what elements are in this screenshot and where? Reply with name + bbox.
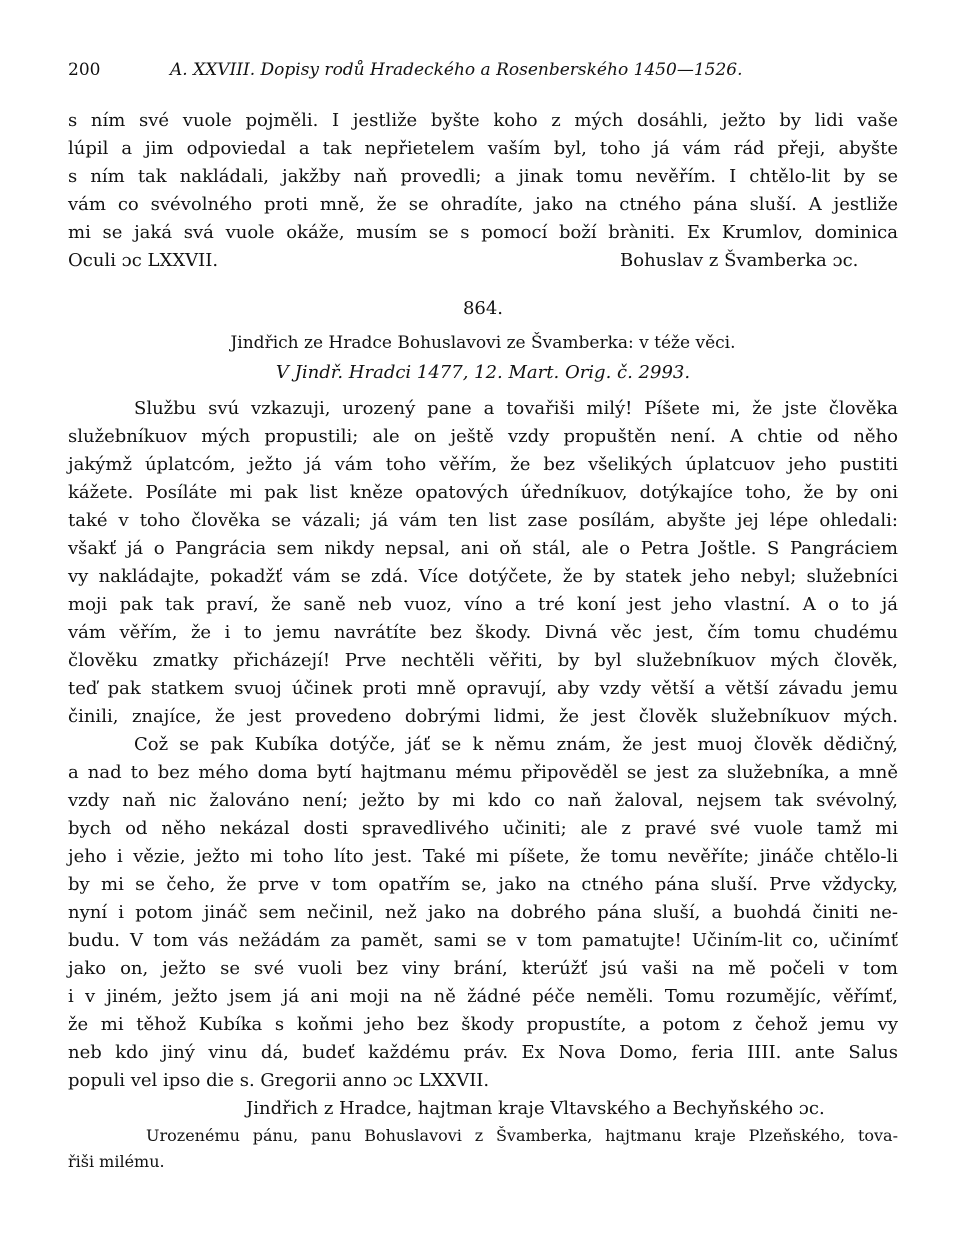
letter-line: Což se pak Kubíka dotýče, jáť se k němu znám, že jest muoj člověk dědičný, (134, 734, 898, 755)
letter-signature: Jindřich z Hradce, hajtman kraje Vltavského a Bechyňského ɔc. (246, 1098, 825, 1119)
letter-line: vám věřím, že i to jemu navrátíte bez škody. Divná věc jest, čím tomu chudému (68, 622, 898, 643)
prev-letter-line: lúpil a jim odpoviedal a tak nepřietelem vaším byl, toho já vám rád přeji, abyšte (68, 138, 898, 159)
letter-line: činili, znajíce, že jest provedeno dobrými lidmi, že jest člověk služebníkuov mých. (68, 706, 898, 727)
letter-number: 864. (462, 298, 504, 319)
letter-line: neb kdo jiný vinu dá, budeť každému práv. Ex Nova Domo, feria IIII. ante Salus (68, 1042, 898, 1063)
letter-line: vzdy naň nic žalováno není; ježto by mi kdo co naň žaloval, nejsem tak svévolný, (68, 790, 898, 811)
letter-line: že mi těhož Kubíka s koňmi jeho bez škody propustíte, a potom z čehož jemu vy (68, 1014, 898, 1035)
letter-address-continued: řiši milému. (68, 1152, 165, 1171)
letter-line: by mi se čeho, že prve v tom opatřím se, jako na ctného pána sluší. Prve vždycky, (68, 874, 898, 895)
letter-line: jako on, ježto se své vuoli bez viny brání, kterúžť jsú vaši na mě počeli v tom (68, 958, 898, 979)
letter-line: vy nakládajte, pokadžť vám se zdá. Více dotýčete, že by statek jeho nebyl; služebníci (68, 566, 898, 587)
prev-letter-line: mi se jaká svá vuole okáže, musím se s pomocí boží bràniti. Ex Krumlov, dominica (68, 222, 898, 243)
prev-letter-line: s ním své vuole pojměli. I jestliže byšte koho z mých dosáhli, ježto by lidi vaše (68, 110, 898, 131)
letter-line: teď pak statkem svuoj účinek proti mně opravují, aby vzdy větší a větší závadu jemu (68, 678, 898, 699)
letter-address: Urozenému pánu, panu Bohuslavovi z Švamberka, hajtmanu kraje Plzeňského, tova- (146, 1126, 898, 1145)
letter-line: kážete. Posíláte mi pak list kněze opatových úředníkuov, dotýkajíce toho, že by oni (68, 482, 898, 503)
letter-line: budu. V tom vás nežádám za pamět, sami se v tom pamatujte! Učiním-lit co, učinímť (68, 930, 898, 951)
prev-letter-signature: Bohuslav z Švamberka ɔc. (620, 250, 859, 271)
letter-line: služebníkuov mých propustili; ale on ještě vzdy propuštěn není. A chtie od něho (68, 426, 898, 447)
letter-line: a nad to bez mého doma bytí hajtmanu mému připověděl se jest za služebníka, a mně (68, 762, 898, 783)
letter-line: všakť já o Pangrácia sem nikdy nepsal, ani oň stál, ale o Petra Joštle. S Pangráciem (68, 538, 898, 559)
letter-line: jakýmž úplatcóm, ježto já vám toho věřím, že bez všelikých úplatcuov jeho pustiti (68, 454, 898, 475)
prev-letter-line: vám co svévolného proti mně, že se ohradíte, jako na ctného pána sluší. A jestliže (68, 194, 898, 215)
letter-line: bych od něho nekázal dosti spravedlivého učiniti; ale z pravé své vuole tamž mi (68, 818, 898, 839)
letter-line: také v toho člověka se vázali; já vám ten list zase posílám, abyšte jej lépe ohledali: (68, 510, 898, 531)
page-number: 200 (68, 60, 101, 80)
letter-heading: Jindřich ze Hradce Bohuslavovi ze Švamberka: v téže věci. (230, 333, 736, 353)
running-head: A. XXVIII. Dopisy rodů Hradeckého a Rosenberského 1450—1526. (170, 60, 743, 80)
prev-letter-line: s ním tak nakládali, jakžby naň provedli; a jinak tomu nevěřím. I chtělo-lit by se (68, 166, 898, 187)
letter-date: V Jindř. Hradci 1477, 12. Mart. Orig. č. 2993. (275, 362, 691, 383)
letter-line: jeho i vězie, ježto mi toho líto jest. Také mi píšete, že tomu nevěříte; jináče chtělo-li (68, 846, 898, 867)
page-header (68, 60, 898, 86)
letter-line: populi vel ipso die s. Gregorii anno ɔc LXXVII. (68, 1070, 490, 1091)
letter-line: moji pak tak praví, že saně neb vuoz, víno a tré koní jest jeho vlastní. A o to já (68, 594, 898, 615)
letter-line: člověku zmatky přicházejí! Prve nechtěli věřiti, by byl služebníkuov mých člověk, (68, 650, 898, 671)
letter-line: i v jiném, ježto jsem já ani moji na ně žádné péče neměli. Tomu rozumějíc, věřímť, (68, 986, 898, 1007)
letter-line: Službu svú vzkazuji, urozený pane a tovařiši milý! Píšete mi, že jste člověka (134, 398, 898, 419)
letter-line: nyní i potom jináč sem nečinil, než jako na dobrého pána sluší, a buohdá činiti ne- (68, 902, 898, 923)
prev-letter-closing: Oculi ɔc LXXVII. (68, 250, 219, 271)
